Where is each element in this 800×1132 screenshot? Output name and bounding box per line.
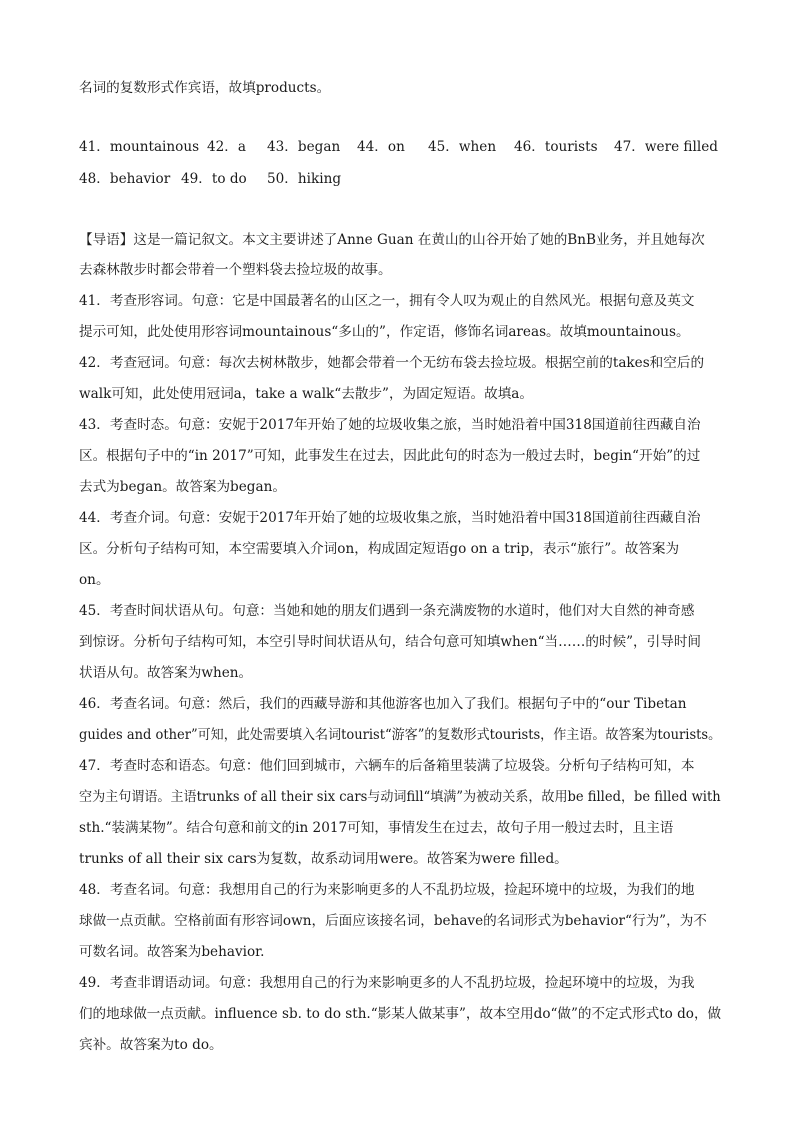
explanation-line: 47．考查时态和语态。句意：他们回到城市，六辆车的后备箱里装满了垃圾袋。分析句子结构可知，本 [79, 758, 695, 774]
explanation-line: 41．考查形容词。句意：它是中国最著名的山区之一，拥有令人叹为观止的自然风光。根据句意及英文 [79, 293, 695, 309]
explanation-line: 49．考查非谓语动词。句意：我想用自己的行为来影响更多的人不乱扔垃圾，捡起环境中的垃圾，为我 [79, 975, 695, 991]
explanation-line: 空为主句谓语。主语trunks of all their six cars与动词fill“填满”为被动关系，故用be filled，be filled with [79, 789, 721, 805]
explanation-line: 可数名词。故答案为behavior. [79, 944, 265, 960]
explanation-line: 43．考查时态。句意：安妮于2017年开始了她的垃圾收集之旅，当时她沿着中国318国道前往西藏自治 [79, 417, 701, 433]
explanation-line: 提示可知，此处使用形容词mountainous“多山的”，作定语，修饰名词areas。故填mountainous。 [79, 324, 690, 340]
lead-line-2: 去森林散步时都会带着一个塑料袋去捡垃圾的故事。 [79, 262, 392, 278]
answer-45: 45．when [428, 139, 497, 155]
answer-43: 43．began [267, 139, 341, 155]
explanation-line: 到惊讶。分析句子结构可知，本空引导时间状语从句，结合句意可知填when“当……的时候”，引导时间 [79, 634, 702, 650]
explanation-line: 46．考查名词。句意：然后，我们的西藏导游和其他游客也加入了我们。根据句子中的“our Tibetan [79, 696, 687, 712]
explanation-line: 宾补。故答案为to do。 [79, 1037, 223, 1053]
explanation-line: 们的地球做一点贡献。influence sb. to do sth.“影某人做某事”，故本空用do“做”的不定式形式to do，做 [79, 1006, 722, 1022]
explanation-line: 区。根据句子中的“in 2017”可知，此事发生在过去，因此此句的时态为一般过去时，begin“开始”的过 [79, 448, 701, 464]
explanation-line: on。 [79, 572, 110, 588]
explanation-line: sth.“装满某物”。结合句意和前文的in 2017可知，事情发生在过去，故句子用一般过去时，且主语 [79, 820, 674, 836]
explanation-line: 状语从句。故答案为when。 [79, 665, 253, 681]
explanation-line: 去式为began。故答案为began。 [79, 479, 286, 495]
explanation-line: 48．考查名词。句意：我想用自己的行为来影响更多的人不乱扔垃圾，捡起环境中的垃圾，为我们的地 [79, 882, 695, 898]
answer-49: 49．to do [181, 171, 247, 187]
answer-42: 42．a [207, 139, 246, 155]
answer-key-row-2 [79, 169, 379, 189]
intro-line: 名词的复数形式作宾语，故填products。 [79, 80, 331, 96]
answer-47: 47．were filled [614, 139, 718, 155]
explanation-line: 区。分析句子结构可知，本空需要填入介词on，构成固定短语go on a trip，表示“旅行”。故答案为 [79, 541, 680, 557]
answer-key-row-1 [79, 137, 739, 157]
explanation-line: 球做一点贡献。空格前面有形容词own，后面应该接名词，behave的名词形式为behavior“行为”，为不 [79, 913, 707, 929]
explanation-line: guides and other”可知，此处需要填入名词tourist“游客”的复数形式tourists，作主语。故答案为tourists。 [79, 727, 722, 743]
lead-line-1: 【导语】这是一篇记叙文。本文主要讲述了Anne Guan 在黄山的山谷开始了她的BnB业务，并且她每次 [79, 232, 705, 248]
explanation-line: 42．考查冠词。句意：每次去树林散步，她都会带着一个无纺布袋去捡垃圾。根据空前的takes和空后的 [79, 355, 705, 371]
answer-48: 48．behavior [79, 171, 171, 187]
answer-44: 44．on [357, 139, 405, 155]
explanation-line: walk可知，此处使用冠词a，take a walk“去散步”，为固定短语。故填a。 [79, 386, 534, 402]
answer-41: 41．mountainous [79, 139, 200, 155]
explanation-line: 44．考查介词。句意：安妮于2017年开始了她的垃圾收集之旅，当时她沿着中国318国道前往西藏自治 [79, 510, 701, 526]
explanation-line: trunks of all their six cars为复数，故系动词用were。故答案为were filled。 [79, 851, 568, 867]
answer-46: 46．tourists [514, 139, 598, 155]
answer-50: 50．hiking [267, 171, 342, 187]
explanation-line: 45．考查时间状语从句。句意：当她和她的朋友们遇到一条充满废物的水道时，他们对大自然的神奇感 [79, 603, 695, 619]
